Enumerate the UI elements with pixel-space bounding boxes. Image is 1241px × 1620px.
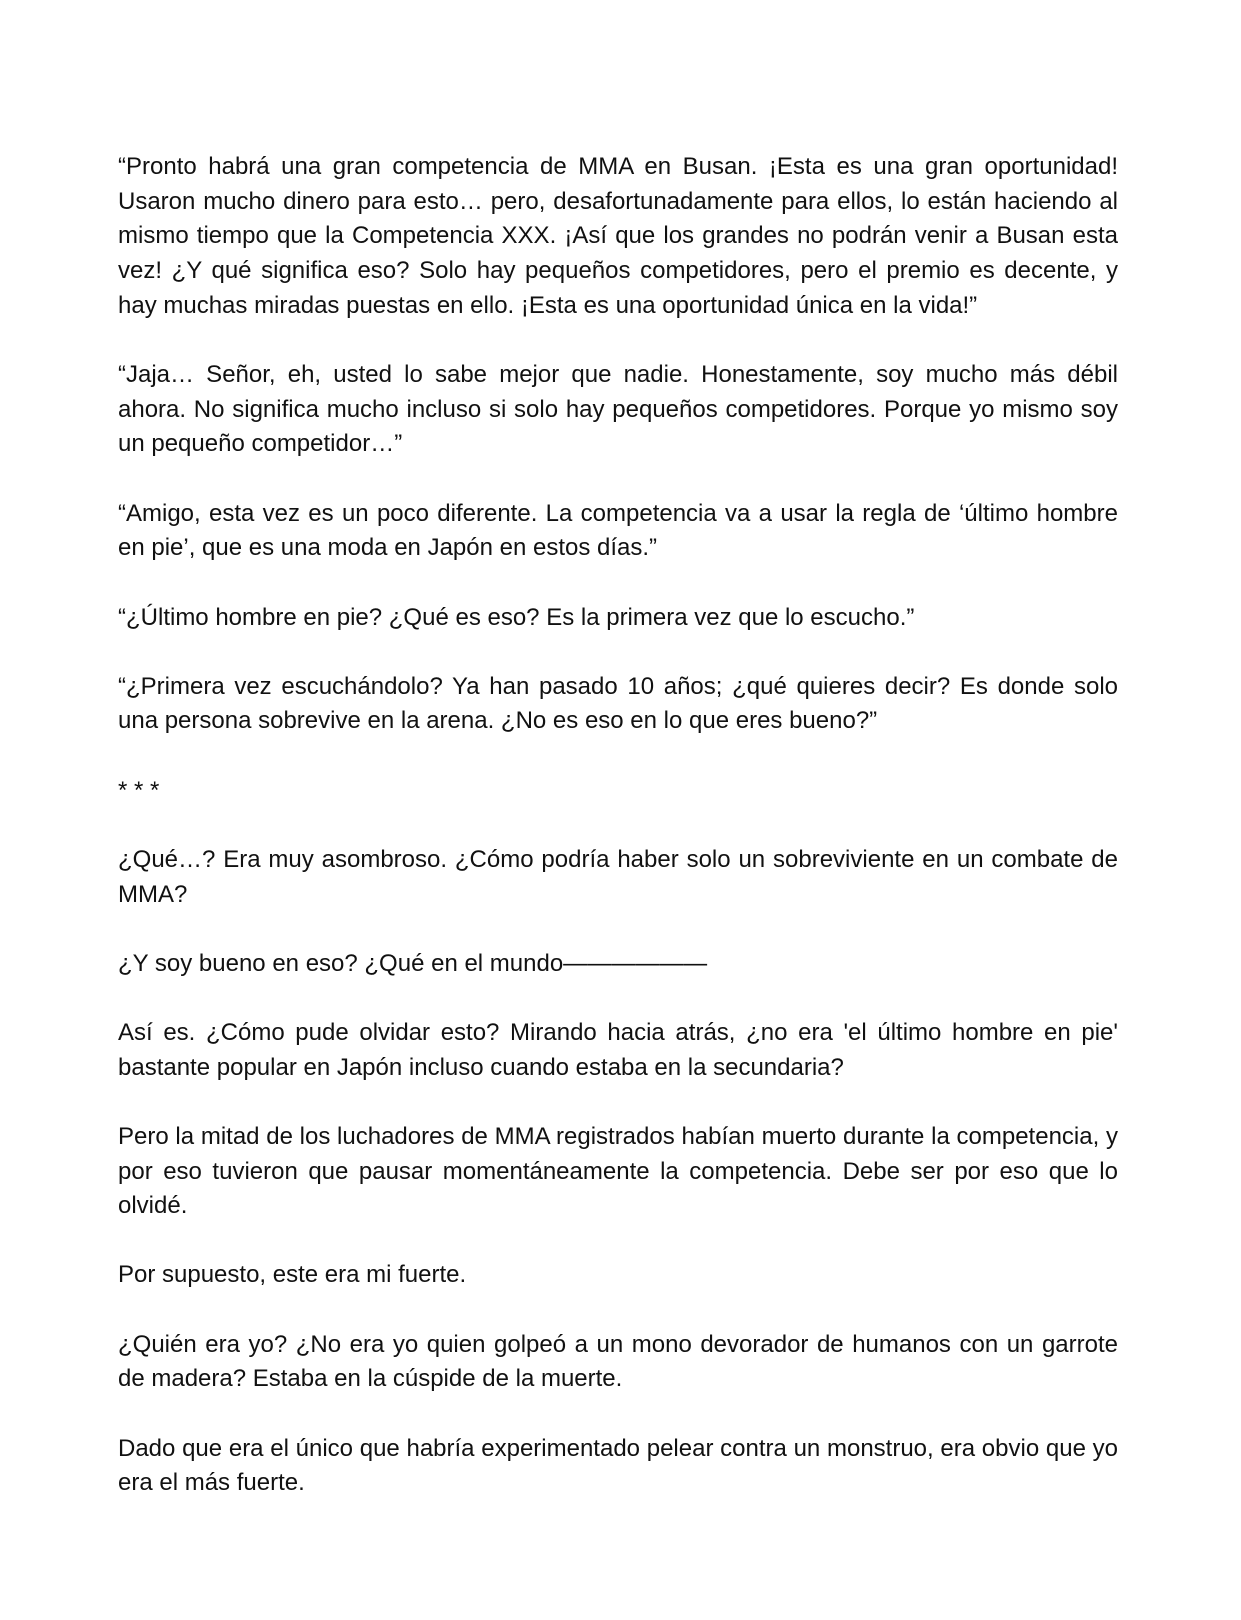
- paragraph-9: Pero la mitad de los luchadores de MMA registrados habían muerto durante la competencia, y por eso tuvieron que pausar momentáneamente la competencia. Debe ser por eso que lo olvidé.: [118, 1122, 1118, 1220]
- paragraph-7: ¿Y soy bueno en eso? ¿Qué en el mundo——————: [118, 949, 708, 977]
- paragraph-11: ¿Quién era yo? ¿No era yo quien golpeó a un mono devorador de humanos con un garrote de madera? Estaba en la cúspide de la muerte.: [118, 1330, 1118, 1393]
- paragraph-1: “Pronto habrá una gran competencia de MMA en Busan. ¡Esta es una gran oportunidad! Usaron mucho dinero para esto… pero, desafortunadamente para ellos, lo están haciendo al mismo tiempo que la Competencia XXX. ¡Así que los grandes no podrán venir a Busan esta vez! ¿Y qué significa eso? Solo hay pequeños competidores, pero el premio es decente, y hay muchas miradas puestas en ello. ¡Esta es una oportunidad única en la vida!”: [118, 153, 1118, 319]
- paragraph-12: Dado que era el único que habría experimentado pelear contra un monstruo, era obvio que yo era el más fuerte.: [118, 1434, 1118, 1497]
- paragraph-8: Así es. ¿Cómo pude olvidar esto? Mirando hacia atrás, ¿no era 'el último hombre en pie' bastante popular en Japón incluso cuando estaba en la secundaria?: [118, 1018, 1118, 1081]
- paragraph-5: “¿Primera vez escuchándolo? Ya han pasado 10 años; ¿qué quieres decir? Es donde solo una persona sobrevive en la arena. ¿No es eso en lo que eres bueno?”: [118, 672, 1118, 735]
- document-body: [118, 150, 1118, 1535]
- paragraph-3: “Amigo, esta vez es un poco diferente. La competencia va a usar la regla de ‘último hombre en pie’, que es una moda en Japón en estos días.”: [118, 499, 1118, 562]
- paragraph-2: “Jaja… Señor, eh, usted lo sabe mejor que nadie. Honestamente, soy mucho más débil ahora. No significa mucho incluso si solo hay pequeños competidores. Porque yo mismo soy un pequeño competidor…”: [118, 361, 1118, 458]
- paragraph-4: “¿Último hombre en pie? ¿Qué es eso? Es la primera vez que lo escucho.”: [118, 603, 915, 631]
- paragraph-6: ¿Qué…? Era muy asombroso. ¿Cómo podría haber solo un sobreviviente en un combate de MMA?: [118, 845, 1118, 908]
- scene-break: * * *: [118, 776, 160, 804]
- paragraph-10: Por supuesto, este era mi fuerte.: [118, 1261, 467, 1289]
